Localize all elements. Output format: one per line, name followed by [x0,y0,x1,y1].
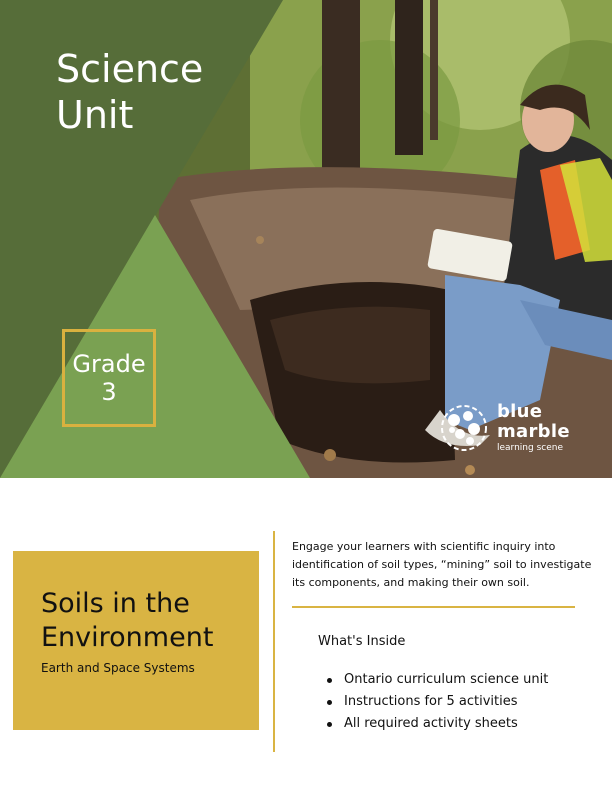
whats-inside-heading: What's Inside [318,634,406,649]
unit-subtitle: Earth and Space Systems [41,661,195,675]
grade-badge [62,329,156,427]
marble-emblem-icon [440,402,492,454]
bullet-icon [327,678,332,683]
list-item-text: Ontario curriculum science unit [344,672,549,687]
list-item [327,691,548,713]
cover-title-line2: Unit [56,93,134,137]
grade-label: Grade [72,350,146,378]
cover-title-line1: Science [56,47,204,91]
horizontal-divider [292,606,575,608]
list-item [327,713,548,735]
logo-tagline: learning scene [497,443,563,453]
logo-line2: marble [497,421,570,442]
blue-marble-logo [440,402,590,458]
unit-title-line2: Environment [41,622,214,653]
list-item-text: All required activity sheets [344,716,518,731]
unit-title [41,587,259,655]
cover-title [56,46,203,138]
unit-description: Engage your learners with scientific inquiry into identification of soil types, “mining” soil to investigate its components, and making their own soil. [292,540,592,589]
vertical-divider [273,531,275,752]
logo-wordmark [497,402,570,454]
unit-title-box [13,551,259,730]
list-item [327,669,548,691]
logo-line1: blue [497,401,543,422]
grade-number: 3 [101,378,117,406]
unit-title-line1: Soils in the [41,588,190,619]
bullet-icon [327,700,332,705]
list-item-text: Instructions for 5 activities [344,694,518,709]
bullet-icon [327,722,332,727]
whats-inside-list [327,669,548,735]
